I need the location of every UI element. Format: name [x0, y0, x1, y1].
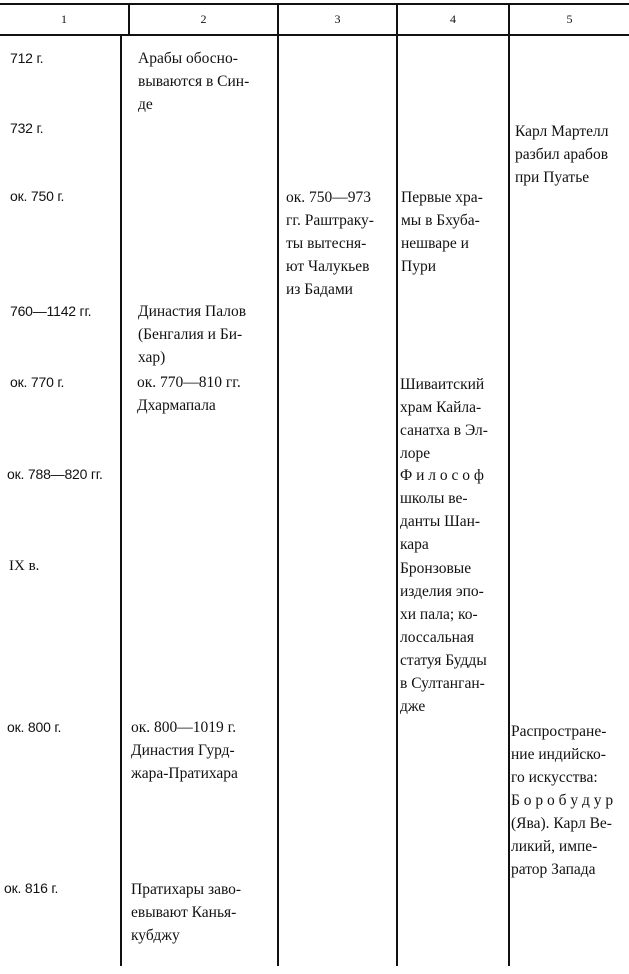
line: Династия Гурд- [131, 742, 235, 759]
column-divider-1 [120, 36, 122, 966]
line: Арабы обосно- [138, 50, 238, 67]
event-760-col2 [138, 300, 246, 369]
line: жара-Пратихара [131, 765, 238, 782]
line: кубджу [131, 927, 180, 944]
column-divider-4 [508, 3, 510, 966]
date-788-820: ок. 788—820 гг. [7, 466, 103, 482]
column-divider-2 [277, 3, 279, 966]
column-divider-3 [396, 3, 398, 966]
header-col-2: 2 [200, 12, 207, 26]
line: ок. 770—810 гг. [137, 374, 241, 391]
date-760-1142: 760—1142 гг. [10, 303, 92, 319]
header-col-3: 3 [334, 12, 341, 26]
line: изделия эпо- [400, 583, 484, 600]
line: из Бадами [286, 281, 353, 298]
line: де [138, 96, 153, 113]
date-770: ок. 770 г. [10, 374, 65, 390]
line: Распростране- [511, 723, 607, 740]
line: гг. Раштраку- [286, 212, 374, 229]
line: санатха в Эл- [400, 422, 488, 439]
event-ix-col4 [400, 557, 487, 718]
line: ние индийско- [511, 746, 606, 763]
line: (Ява). Карл Ве- [511, 815, 612, 832]
line: дже [400, 698, 426, 715]
line: Ф и л о с о ф [400, 467, 484, 484]
header-bottom-border [0, 34, 629, 36]
date-750: ок. 750 г. [10, 188, 65, 204]
line: кара [400, 536, 429, 553]
line: Династия Палов [138, 303, 247, 320]
event-750-col3 [286, 186, 374, 301]
line: вываются в Син- [138, 73, 250, 90]
event-816-col2 [131, 878, 241, 947]
line: го искусства: [511, 769, 598, 786]
date-ix-century: IX в. [9, 558, 40, 574]
line: Шиваитский [400, 376, 485, 393]
event-800-col2 [131, 716, 238, 785]
event-750-col4 [401, 186, 483, 278]
line: лоссальная [400, 629, 474, 646]
line: Первые хра- [401, 189, 483, 206]
event-732-col5 [515, 120, 609, 189]
line: Б о р о б у д у р [511, 792, 614, 809]
date-712: 712 г. [10, 50, 44, 66]
line: Дхармапала [137, 397, 216, 414]
line: при Пуатье [515, 169, 590, 186]
header-col-1: 1 [61, 12, 67, 26]
line: Карл Мартелл [515, 123, 609, 140]
line: Пури [401, 258, 436, 275]
line: нешваре и [401, 235, 469, 252]
line: (Бенгалия и Би- [138, 326, 243, 343]
line: храм Кайла- [400, 399, 482, 416]
line: ты вытесня- [286, 235, 367, 252]
line: мы в Бхуба- [401, 212, 480, 229]
line: Пратихары заво- [131, 881, 242, 898]
line: лоре [400, 445, 431, 462]
line: евывают Канья- [131, 904, 237, 921]
line: статуя Будды [400, 652, 487, 669]
event-788-col4 [400, 464, 484, 556]
date-816: ок. 816 г. [4, 880, 59, 896]
header-col-4: 4 [450, 12, 456, 26]
line: школы ве- [400, 490, 468, 507]
line: разбил арабов [515, 146, 609, 163]
line: хар) [138, 349, 166, 366]
table-top-border [0, 3, 629, 5]
line: ют Чалукьев [286, 258, 370, 275]
date-800: ок. 800 г. [7, 719, 62, 735]
line: ок. 800—1019 г. [131, 719, 237, 736]
line: хи пала; ко- [400, 606, 478, 623]
line: Бронзовые [400, 560, 472, 577]
line: ратор Запада [511, 861, 596, 878]
header-col-5: 5 [566, 12, 573, 26]
line: ок. 750—973 [286, 189, 372, 206]
line: ликий, импе- [511, 838, 598, 855]
event-712-col2 [138, 47, 249, 116]
date-732: 732 г. [10, 120, 44, 136]
event-770-col4 [400, 373, 488, 465]
line: в Султанган- [400, 675, 485, 692]
line: данты Шан- [400, 513, 481, 530]
event-770-col2 [137, 371, 241, 417]
event-800-col5 [511, 720, 613, 881]
